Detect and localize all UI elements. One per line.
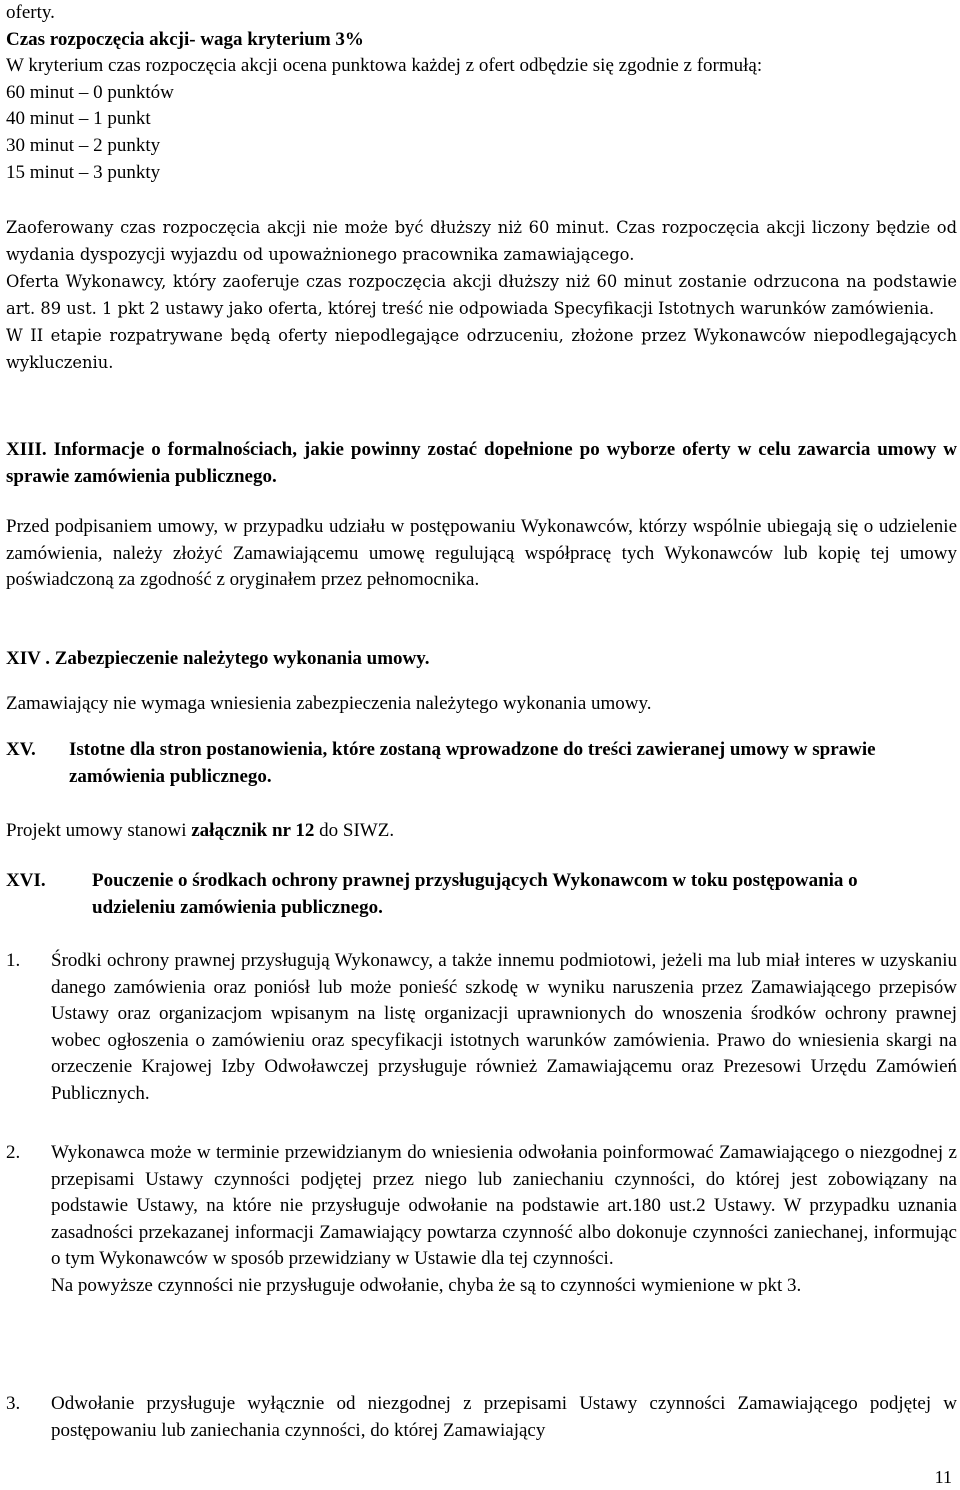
section-xiii-body: Przed podpisaniem umowy, w przypadku udziału w postępowaniu Wykonawców, którzy wspólnie ubiegają się o udzielenie zamówienia, należy złożyć Zamawiającemu umowę regulującą współpracę tych Wykonawców lub kopię tej umowy poświadczoną za zgodność z oryginałem przez pełnomocnika. bbox=[6, 516, 957, 591]
section-title: Istotne dla stron postanowienia, które zostaną wprowadzone do treści zawieranej umowy w sprawie zamówienia publicznego. bbox=[69, 739, 876, 787]
list-number: 2. bbox=[6, 1142, 21, 1163]
criterion-rules bbox=[6, 214, 957, 376]
previous-text-tail: oferty. bbox=[6, 2, 55, 23]
section-xiii-heading: XIII. Informacje o formalnościach, jakie powinny zostać dopełnione po wyborze oferty w celu zawarcia umowy w sprawie zamówienia publicznego. bbox=[6, 439, 957, 487]
section-xvi-heading bbox=[6, 868, 957, 921]
list-text: Środki ochrony prawnej przysługują Wykonawcy, a także innemu podmiotowi, jeżeli ma lub miał interes w uzyskaniu danego zamówienia oraz poniósł lub może ponieść szkodę w wyniku naruszenia przez Zamawiającego przepisów Ustawy oraz organizacjom wpisanym na listę organizacji uprawnionych do wnoszenia środków ochrony prawnej wobec ogłoszenia o zamówieniu oraz specyfikacji istotnych warunków zamówienia. Prawo do wniesienia skargi na orzeczenie Krajowej Izby Odwoławczej przysługuje również Zamawiającemu oraz Prezesowi Urzędu Zamówień Publicznych. bbox=[51, 950, 957, 1104]
rule-second-stage: W II etapie rozpatrywane będą oferty niepodlegające odrzuceniu, złożone przez Wykonawców niepodlegających wykluczeniu. bbox=[6, 326, 957, 372]
list-note: Na powyższe czynności nie przysługuje odwołanie, chyba że są to czynności wymienione w pkt 3. bbox=[51, 1274, 802, 1296]
list-number: 1. bbox=[6, 950, 21, 971]
score-line: 40 minut – 1 punkt bbox=[6, 108, 151, 130]
score-line: 30 minut – 2 punkty bbox=[6, 134, 161, 156]
formula-intro: W kryterium czas rozpoczęcia akcji ocena punktowa każdej z ofert odbędzie się zgodnie z formułą: bbox=[6, 55, 763, 77]
attachment-ref: załącznik nr 12 bbox=[191, 820, 315, 841]
score-line: 15 minut – 3 punkty bbox=[6, 161, 161, 183]
section-xiv-body: Zamawiający nie wymaga wniesienia zabezpieczenia należytego wykonania umowy. bbox=[6, 693, 652, 714]
score-line: 60 minut – 0 punktów bbox=[6, 81, 174, 103]
rule-max-time: Zaoferowany czas rozpoczęcia akcji nie może być dłuższy niż 60 minut. Czas rozpoczęcia akcji liczony będzie od wydania dyspozycji wyjazdu od upoważnionego pracownika zamawiającego. bbox=[6, 218, 957, 264]
section-number: XV. bbox=[6, 739, 36, 760]
rule-rejection: Oferta Wykonawcy, który zaoferuje czas rozpoczęcia akcji dłuższy niż 60 minut zostanie odrzucona na podstawie art. 89 ust. 1 pkt 2 ustawy jako oferta, której treść nie odpowiada Specyfikacji Istotnych warunków zamówienia. bbox=[6, 272, 957, 318]
list-text: Wykonawca może w terminie przewidzianym do wniesienia odwołania poinformować Zamawiającego o niezgodnej z przepisami Ustawy czynności podjętej przez niego lub zaniechaniu czynności, do której jest zobowiązany na podstawie Ustawy, na które nie przysługuje odwołanie na podstawie art.180 ust.2 Ustawy. W przypadku uznania zasadności przekazanej informacji Zamawiający powtarza czynność albo dokonuje czynności zaniechanej, informując o tym Wykonawców w sposób przewidziany w Ustawie dla tej czynności. bbox=[51, 1142, 957, 1270]
criterion-block bbox=[6, 0, 957, 186]
section-xv-heading bbox=[6, 737, 957, 790]
page-number: 11 bbox=[934, 1467, 952, 1487]
section-number: XVI. bbox=[6, 870, 46, 891]
list-item bbox=[6, 1391, 957, 1444]
list-item bbox=[6, 948, 957, 1108]
list-text: Odwołanie przysługuje wyłącznie od niezgodnej z przepisami Ustawy czynności Zamawiającego podjętej w postępowaniu lub zaniechania czynności, do której Zamawiający bbox=[51, 1393, 957, 1441]
section-xiv-heading: XIV . Zabezpieczenie należytego wykonania umowy. bbox=[6, 648, 430, 669]
list-number: 3. bbox=[6, 1393, 21, 1414]
section-xv-body: Projekt umowy stanowi załącznik nr 12 do SIWZ. bbox=[6, 820, 395, 841]
list-item bbox=[6, 1140, 957, 1300]
criterion-heading: Czas rozpoczęcia akcji- waga kryterium 3% bbox=[6, 28, 364, 50]
section-title: Pouczenie o środkach ochrony prawnej przysługujących Wykonawcom w toku postępowania o udzieleniu zamówienia publicznego. bbox=[92, 870, 858, 918]
